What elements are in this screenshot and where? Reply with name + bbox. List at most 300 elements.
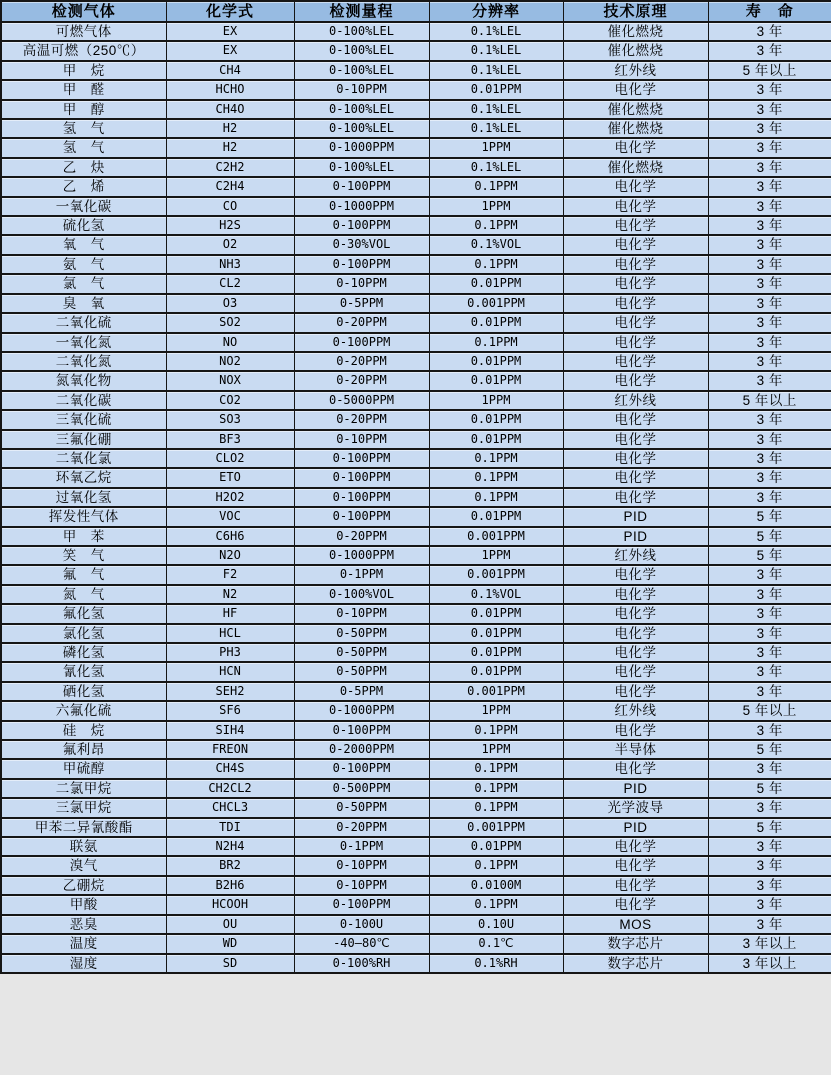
cell-range: 0-100PPM <box>294 177 429 196</box>
cell-gas: 二氧化硫 <box>1 313 166 332</box>
cell-resolution: 0.1PPM <box>429 779 563 798</box>
table-row <box>1 119 831 138</box>
cell-gas: 氯 气 <box>1 274 166 293</box>
table-row <box>1 468 831 487</box>
cell-life: 3 年 <box>708 119 831 138</box>
cell-principle: 电化学 <box>563 333 708 352</box>
cell-formula: HCL <box>166 624 294 643</box>
cell-gas: 氢 气 <box>1 119 166 138</box>
cell-life: 3 年 <box>708 585 831 604</box>
cell-formula: H2 <box>166 119 294 138</box>
cell-principle: MOS <box>563 915 708 934</box>
cell-formula: SO3 <box>166 410 294 429</box>
cell-principle: 电化学 <box>563 585 708 604</box>
cell-formula: HCHO <box>166 80 294 99</box>
cell-range: 0-100%LEL <box>294 100 429 119</box>
cell-resolution: 0.01PPM <box>429 430 563 449</box>
cell-life: 3 年以上 <box>708 954 831 973</box>
cell-life: 3 年 <box>708 759 831 778</box>
cell-principle: 红外线 <box>563 701 708 720</box>
cell-range: 0-2000PPM <box>294 740 429 759</box>
cell-gas: 乙硼烷 <box>1 876 166 895</box>
cell-formula: CLO2 <box>166 449 294 468</box>
cell-range: 0-1000PPM <box>294 546 429 565</box>
cell-range: 0-10PPM <box>294 876 429 895</box>
cell-principle: 电化学 <box>563 80 708 99</box>
cell-formula: SEH2 <box>166 682 294 701</box>
table-row <box>1 643 831 662</box>
cell-life: 5 年以上 <box>708 391 831 410</box>
cell-principle: 电化学 <box>563 197 708 216</box>
cell-principle: 红外线 <box>563 546 708 565</box>
table-row <box>1 216 831 235</box>
table-row <box>1 837 831 856</box>
cell-range: 0-30%VOL <box>294 235 429 254</box>
cell-principle: 电化学 <box>563 759 708 778</box>
cell-range: 0-100PPM <box>294 721 429 740</box>
cell-formula: C6H6 <box>166 527 294 546</box>
table-row <box>1 313 831 332</box>
cell-formula: O3 <box>166 294 294 313</box>
table-row <box>1 954 831 973</box>
cell-life: 3 年 <box>708 643 831 662</box>
table-row <box>1 352 831 371</box>
cell-range: 0-100PPM <box>294 507 429 526</box>
cell-principle: 催化燃烧 <box>563 100 708 119</box>
table-row <box>1 565 831 584</box>
cell-formula: H2 <box>166 138 294 157</box>
cell-formula: CHCL3 <box>166 798 294 817</box>
cell-resolution: 0.01PPM <box>429 643 563 662</box>
cell-formula: H2O2 <box>166 488 294 507</box>
cell-life: 5 年以上 <box>708 61 831 80</box>
cell-principle: 半导体 <box>563 740 708 759</box>
cell-life: 3 年以上 <box>708 934 831 953</box>
cell-gas: 硒化氢 <box>1 682 166 701</box>
table-row <box>1 61 831 80</box>
cell-range: 0-100PPM <box>294 468 429 487</box>
table-row <box>1 294 831 313</box>
cell-range: 0-1PPM <box>294 565 429 584</box>
table-row <box>1 895 831 914</box>
cell-formula: NO2 <box>166 352 294 371</box>
cell-life: 3 年 <box>708 449 831 468</box>
cell-resolution: 0.1PPM <box>429 449 563 468</box>
cell-life: 5 年以上 <box>708 701 831 720</box>
table-row <box>1 779 831 798</box>
cell-range: 0-1000PPM <box>294 197 429 216</box>
cell-resolution: 1PPM <box>429 391 563 410</box>
cell-life: 3 年 <box>708 856 831 875</box>
table-row <box>1 41 831 60</box>
cell-range: 0-10PPM <box>294 274 429 293</box>
cell-life: 3 年 <box>708 80 831 99</box>
cell-resolution: 1PPM <box>429 740 563 759</box>
cell-life: 3 年 <box>708 100 831 119</box>
cell-gas: 乙 烯 <box>1 177 166 196</box>
cell-range: 0-100PPM <box>294 488 429 507</box>
cell-life: 3 年 <box>708 721 831 740</box>
cell-formula: N2O <box>166 546 294 565</box>
cell-gas: 三氧化硫 <box>1 410 166 429</box>
cell-formula: SO2 <box>166 313 294 332</box>
header-row <box>1 1 831 22</box>
cell-principle: 电化学 <box>563 643 708 662</box>
cell-life: 5 年 <box>708 740 831 759</box>
cell-principle: PID <box>563 507 708 526</box>
cell-formula: FREON <box>166 740 294 759</box>
cell-range: 0-100PPM <box>294 449 429 468</box>
cell-formula: CH4 <box>166 61 294 80</box>
cell-life: 3 年 <box>708 274 831 293</box>
table-row <box>1 80 831 99</box>
cell-range: -40—80℃ <box>294 934 429 953</box>
cell-formula: NO <box>166 333 294 352</box>
cell-range: 0-500PPM <box>294 779 429 798</box>
cell-life: 3 年 <box>708 837 831 856</box>
cell-life: 3 年 <box>708 876 831 895</box>
table-row <box>1 488 831 507</box>
table-row <box>1 798 831 817</box>
cell-life: 3 年 <box>708 197 831 216</box>
cell-life: 3 年 <box>708 235 831 254</box>
cell-formula: VOC <box>166 507 294 526</box>
cell-life: 3 年 <box>708 662 831 681</box>
cell-range: 0-5PPM <box>294 682 429 701</box>
cell-resolution: 0.1%VOL <box>429 235 563 254</box>
cell-gas: 氮氧化物 <box>1 371 166 390</box>
cell-range: 0-20PPM <box>294 410 429 429</box>
cell-gas: 溴气 <box>1 856 166 875</box>
table-row <box>1 410 831 429</box>
cell-formula: SD <box>166 954 294 973</box>
cell-resolution: 0.0100M <box>429 876 563 895</box>
cell-resolution: 1PPM <box>429 546 563 565</box>
cell-gas: 乙 炔 <box>1 158 166 177</box>
cell-resolution: 0.001PPM <box>429 294 563 313</box>
cell-range: 0-100%LEL <box>294 119 429 138</box>
cell-formula: ETO <box>166 468 294 487</box>
cell-range: 0-20PPM <box>294 352 429 371</box>
table-row <box>1 430 831 449</box>
cell-life: 3 年 <box>708 333 831 352</box>
cell-gas: 甲 醛 <box>1 80 166 99</box>
cell-principle: 电化学 <box>563 352 708 371</box>
cell-principle: 催化燃烧 <box>563 119 708 138</box>
cell-principle: 电化学 <box>563 235 708 254</box>
cell-range: 0-10PPM <box>294 80 429 99</box>
cell-principle: 电化学 <box>563 138 708 157</box>
cell-gas: 联氨 <box>1 837 166 856</box>
cell-formula: CO <box>166 197 294 216</box>
cell-principle: 电化学 <box>563 410 708 429</box>
cell-range: 0-50PPM <box>294 624 429 643</box>
cell-gas: 甲硫醇 <box>1 759 166 778</box>
cell-resolution: 0.1PPM <box>429 721 563 740</box>
cell-principle: 电化学 <box>563 313 708 332</box>
cell-range: 0-10PPM <box>294 604 429 623</box>
table-row <box>1 255 831 274</box>
cell-principle: 电化学 <box>563 449 708 468</box>
cell-resolution: 0.1%LEL <box>429 41 563 60</box>
cell-life: 3 年 <box>708 138 831 157</box>
cell-life: 5 年 <box>708 507 831 526</box>
cell-life: 3 年 <box>708 371 831 390</box>
cell-resolution: 0.1%VOL <box>429 585 563 604</box>
cell-principle: 电化学 <box>563 856 708 875</box>
cell-gas: 氨 气 <box>1 255 166 274</box>
cell-range: 0-1000PPM <box>294 701 429 720</box>
cell-life: 3 年 <box>708 895 831 914</box>
cell-resolution: 0.1PPM <box>429 333 563 352</box>
cell-gas: 挥发性气体 <box>1 507 166 526</box>
cell-principle: 光学波导 <box>563 798 708 817</box>
table-row <box>1 740 831 759</box>
cell-principle: 电化学 <box>563 255 708 274</box>
cell-principle: 催化燃烧 <box>563 22 708 41</box>
cell-gas: 环氧乙烷 <box>1 468 166 487</box>
cell-gas: 甲 烷 <box>1 61 166 80</box>
cell-formula: PH3 <box>166 643 294 662</box>
cell-range: 0-10PPM <box>294 430 429 449</box>
cell-resolution: 0.1PPM <box>429 255 563 274</box>
cell-gas: 氢 气 <box>1 138 166 157</box>
cell-range: 0-1000PPM <box>294 138 429 157</box>
cell-range: 0-1PPM <box>294 837 429 856</box>
col-header-life: 寿 命 <box>708 1 831 22</box>
cell-resolution: 0.01PPM <box>429 837 563 856</box>
cell-formula: SF6 <box>166 701 294 720</box>
table-row <box>1 235 831 254</box>
cell-range: 0-5000PPM <box>294 391 429 410</box>
table-row <box>1 682 831 701</box>
cell-gas: 二氧化氯 <box>1 449 166 468</box>
cell-formula: B2H6 <box>166 876 294 895</box>
cell-principle: 电化学 <box>563 876 708 895</box>
table-row <box>1 507 831 526</box>
cell-formula: EX <box>166 41 294 60</box>
cell-gas: 甲 醇 <box>1 100 166 119</box>
cell-resolution: 0.1PPM <box>429 468 563 487</box>
cell-range: 0-5PPM <box>294 294 429 313</box>
cell-resolution: 0.1%RH <box>429 954 563 973</box>
cell-life: 3 年 <box>708 158 831 177</box>
cell-life: 3 年 <box>708 177 831 196</box>
cell-principle: 电化学 <box>563 721 708 740</box>
cell-life: 3 年 <box>708 22 831 41</box>
cell-resolution: 0.1%LEL <box>429 61 563 80</box>
cell-gas: 氟 气 <box>1 565 166 584</box>
cell-resolution: 1PPM <box>429 197 563 216</box>
cell-gas: 臭 氧 <box>1 294 166 313</box>
cell-life: 3 年 <box>708 41 831 60</box>
table-row <box>1 585 831 604</box>
table-row <box>1 527 831 546</box>
cell-life: 3 年 <box>708 294 831 313</box>
table-row <box>1 701 831 720</box>
cell-gas: 甲酸 <box>1 895 166 914</box>
cell-principle: 催化燃烧 <box>563 158 708 177</box>
cell-gas: 三氯甲烷 <box>1 798 166 817</box>
cell-life: 3 年 <box>708 624 831 643</box>
cell-resolution: 0.1PPM <box>429 488 563 507</box>
cell-range: 0-50PPM <box>294 798 429 817</box>
cell-resolution: 0.1PPM <box>429 759 563 778</box>
cell-formula: NH3 <box>166 255 294 274</box>
cell-formula: CH4S <box>166 759 294 778</box>
table-row <box>1 100 831 119</box>
table-row <box>1 138 831 157</box>
cell-life: 5 年 <box>708 818 831 837</box>
table-row <box>1 604 831 623</box>
cell-principle: 电化学 <box>563 624 708 643</box>
cell-formula: HF <box>166 604 294 623</box>
cell-formula: C2H4 <box>166 177 294 196</box>
cell-formula: CL2 <box>166 274 294 293</box>
cell-gas: 三氟化硼 <box>1 430 166 449</box>
cell-life: 5 年 <box>708 546 831 565</box>
cell-resolution: 0.01PPM <box>429 410 563 429</box>
cell-resolution: 0.01PPM <box>429 352 563 371</box>
cell-formula: C2H2 <box>166 158 294 177</box>
cell-resolution: 0.01PPM <box>429 313 563 332</box>
cell-formula: BR2 <box>166 856 294 875</box>
cell-principle: 电化学 <box>563 604 708 623</box>
cell-life: 3 年 <box>708 798 831 817</box>
cell-gas: 二氧化氮 <box>1 352 166 371</box>
cell-gas: 一氧化氮 <box>1 333 166 352</box>
cell-formula: N2H4 <box>166 837 294 856</box>
cell-life: 3 年 <box>708 488 831 507</box>
cell-principle: 电化学 <box>563 837 708 856</box>
cell-resolution: 0.01PPM <box>429 274 563 293</box>
cell-resolution: 0.1PPM <box>429 856 563 875</box>
cell-gas: 甲苯二异氰酸酯 <box>1 818 166 837</box>
cell-gas: 甲 苯 <box>1 527 166 546</box>
table-row <box>1 371 831 390</box>
cell-range: 0-100U <box>294 915 429 934</box>
cell-range: 0-100%LEL <box>294 61 429 80</box>
cell-formula: HCN <box>166 662 294 681</box>
cell-gas: 氟化氢 <box>1 604 166 623</box>
cell-range: 0-50PPM <box>294 643 429 662</box>
cell-gas: 硫化氢 <box>1 216 166 235</box>
cell-principle: 电化学 <box>563 371 708 390</box>
cell-principle: 电化学 <box>563 177 708 196</box>
cell-gas: 氰化氢 <box>1 662 166 681</box>
table-row <box>1 158 831 177</box>
cell-principle: 电化学 <box>563 565 708 584</box>
cell-principle: 电化学 <box>563 488 708 507</box>
cell-resolution: 0.1%LEL <box>429 119 563 138</box>
cell-principle: PID <box>563 527 708 546</box>
cell-formula: CO2 <box>166 391 294 410</box>
cell-resolution: 0.1%LEL <box>429 158 563 177</box>
cell-principle: 电化学 <box>563 662 708 681</box>
cell-principle: 催化燃烧 <box>563 41 708 60</box>
cell-gas: 氟利昂 <box>1 740 166 759</box>
cell-principle: PID <box>563 818 708 837</box>
cell-life: 5 年 <box>708 779 831 798</box>
cell-resolution: 1PPM <box>429 701 563 720</box>
cell-formula: SIH4 <box>166 721 294 740</box>
table-row <box>1 546 831 565</box>
cell-range: 0-10PPM <box>294 856 429 875</box>
table-row <box>1 934 831 953</box>
table-header <box>1 1 831 22</box>
table-row <box>1 449 831 468</box>
cell-gas: 二氧化碳 <box>1 391 166 410</box>
cell-range: 0-100PPM <box>294 255 429 274</box>
col-header-range: 检测量程 <box>294 1 429 22</box>
cell-range: 0-20PPM <box>294 527 429 546</box>
col-header-principle: 技术原理 <box>563 1 708 22</box>
cell-principle: 数字芯片 <box>563 934 708 953</box>
cell-range: 0-100%RH <box>294 954 429 973</box>
cell-life: 3 年 <box>708 565 831 584</box>
cell-life: 3 年 <box>708 410 831 429</box>
col-header-formula: 化学式 <box>166 1 294 22</box>
cell-range: 0-20PPM <box>294 371 429 390</box>
cell-life: 3 年 <box>708 468 831 487</box>
cell-principle: 红外线 <box>563 61 708 80</box>
cell-resolution: 0.01PPM <box>429 662 563 681</box>
col-header-gas: 检测气体 <box>1 1 166 22</box>
table-row <box>1 22 831 41</box>
cell-resolution: 0.1PPM <box>429 177 563 196</box>
cell-principle: 电化学 <box>563 682 708 701</box>
cell-range: 0-50PPM <box>294 662 429 681</box>
cell-principle: 电化学 <box>563 216 708 235</box>
cell-resolution: 0.01PPM <box>429 507 563 526</box>
cell-gas: 氮 气 <box>1 585 166 604</box>
cell-principle: 数字芯片 <box>563 954 708 973</box>
cell-gas: 一氧化碳 <box>1 197 166 216</box>
cell-range: 0-100%LEL <box>294 41 429 60</box>
table-row <box>1 662 831 681</box>
cell-life: 3 年 <box>708 216 831 235</box>
table-body <box>1 22 831 973</box>
cell-resolution: 0.01PPM <box>429 624 563 643</box>
cell-life: 3 年 <box>708 255 831 274</box>
cell-resolution: 0.001PPM <box>429 682 563 701</box>
cell-range: 0-100PPM <box>294 895 429 914</box>
cell-principle: 红外线 <box>563 391 708 410</box>
cell-resolution: 0.01PPM <box>429 604 563 623</box>
cell-formula: BF3 <box>166 430 294 449</box>
cell-life: 5 年 <box>708 527 831 546</box>
cell-range: 0-100%LEL <box>294 22 429 41</box>
cell-range: 0-100PPM <box>294 216 429 235</box>
cell-principle: 电化学 <box>563 274 708 293</box>
cell-gas: 氯化氢 <box>1 624 166 643</box>
table-row <box>1 915 831 934</box>
cell-life: 3 年 <box>708 430 831 449</box>
cell-range: 0-20PPM <box>294 818 429 837</box>
table-row <box>1 391 831 410</box>
table-row <box>1 876 831 895</box>
cell-principle: PID <box>563 779 708 798</box>
table-row <box>1 856 831 875</box>
cell-resolution: 0.01PPM <box>429 80 563 99</box>
cell-gas: 二氯甲烷 <box>1 779 166 798</box>
table-row <box>1 624 831 643</box>
cell-gas: 过氧化氢 <box>1 488 166 507</box>
cell-gas: 恶臭 <box>1 915 166 934</box>
cell-range: 0-100PPM <box>294 333 429 352</box>
cell-formula: CH2CL2 <box>166 779 294 798</box>
table-row <box>1 759 831 778</box>
